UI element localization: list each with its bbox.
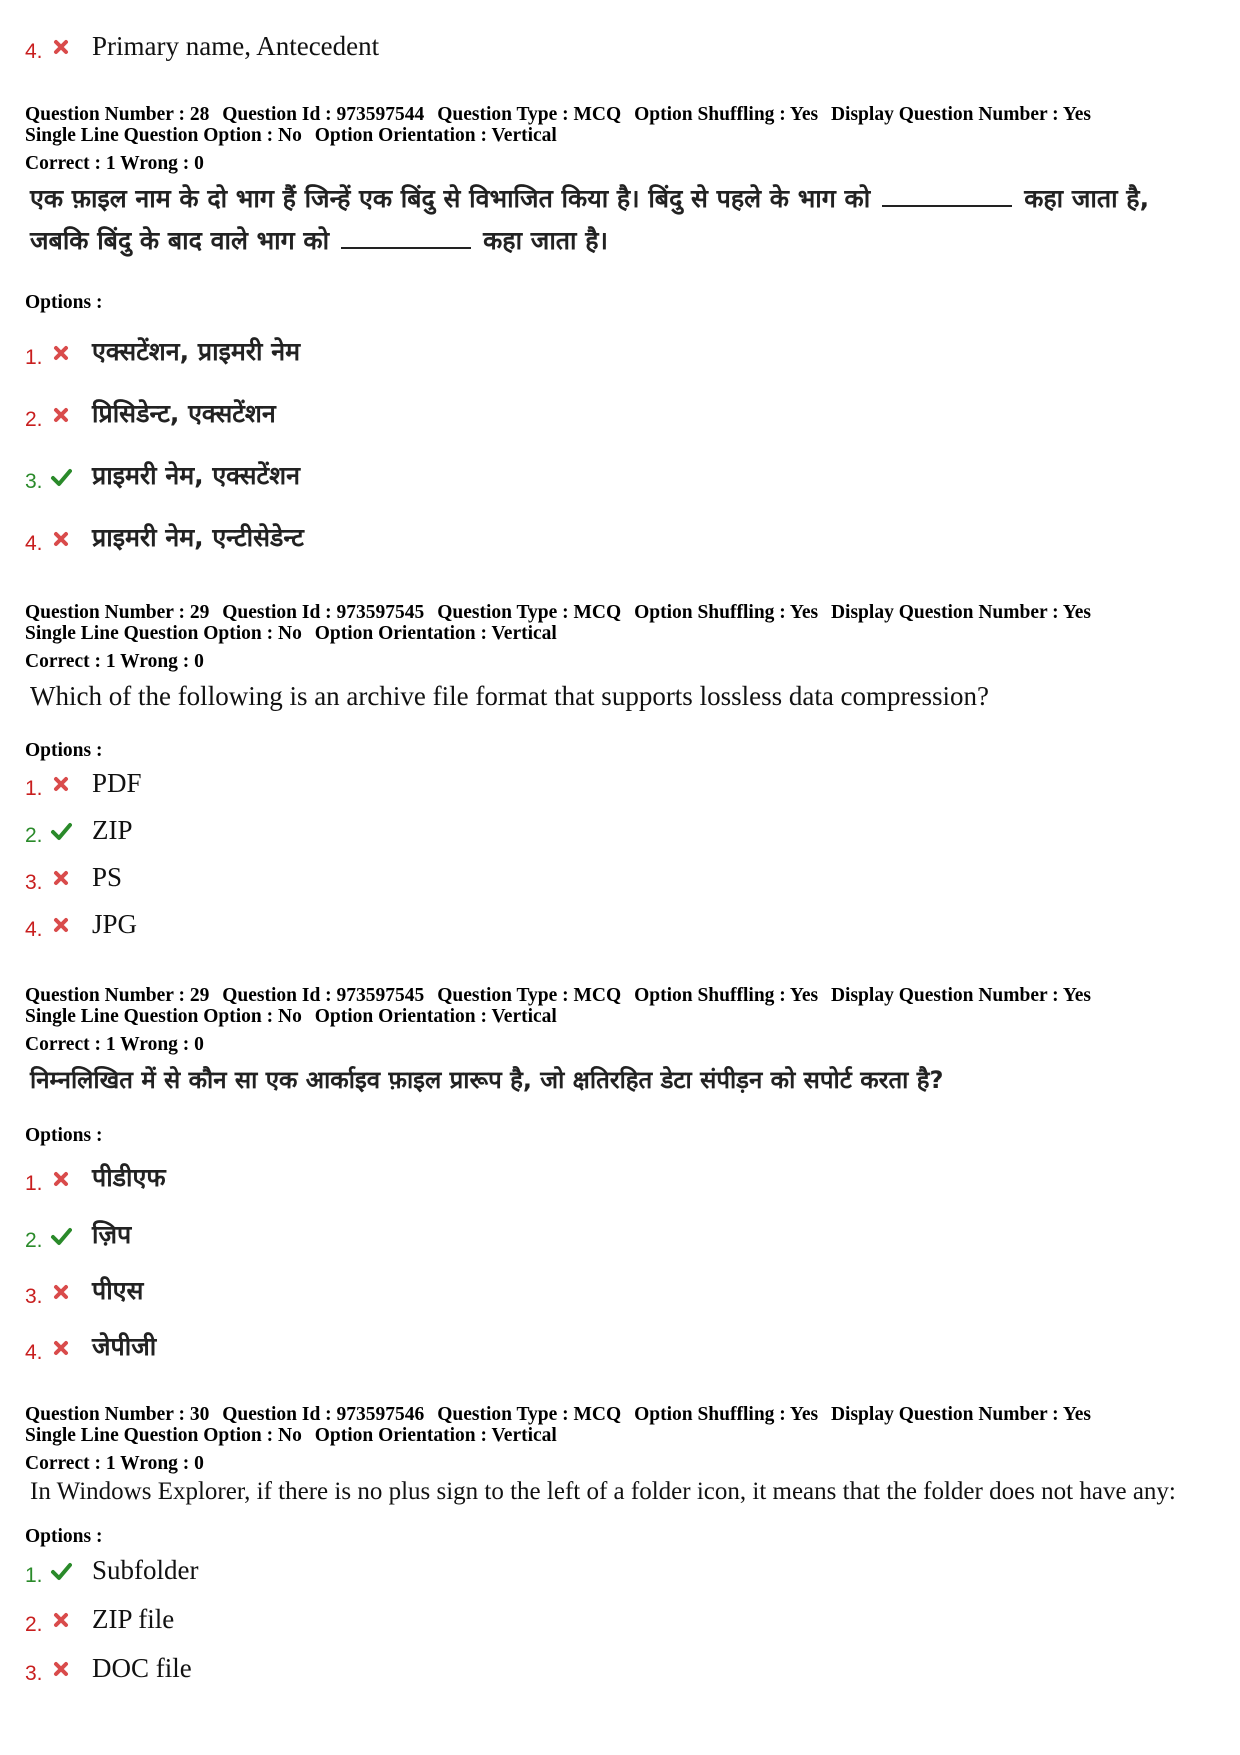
options-label: Options : [25, 292, 103, 313]
options-label: Options : [25, 1125, 103, 1146]
option-text: Subfolder [92, 1555, 199, 1585]
cross-icon [50, 404, 72, 426]
check-icon [50, 466, 72, 488]
option-text: JPG [92, 909, 138, 939]
option-text: प्राइमरी नेम, एन्टीसेडेन्ट [92, 523, 304, 552]
cross-icon [50, 914, 72, 936]
meta-line-1: Question Number : 29 Question Id : 973597545 Question Type : MCQ Option Shuffling : Yes Display Question Number : Yes [25, 985, 1091, 1006]
question-meta [25, 1404, 1225, 1508]
question-text: In Windows Explorer, if there is no plus sign to the left of a folder icon, it means that the folder does not have any: [30, 1478, 1176, 1505]
marks-line: Correct : 1 Wrong : 0 [25, 1453, 204, 1474]
option-number: 1. [25, 346, 43, 369]
option-number: 3. [25, 871, 43, 894]
option-text: प्राइमरी नेम, एक्सटेंशन [92, 461, 301, 490]
option-text: PDF [92, 768, 142, 798]
option-text: जेपीजी [92, 1332, 157, 1361]
cross-icon [50, 1281, 72, 1303]
option-text: PS [92, 862, 123, 892]
marks-line: Correct : 1 Wrong : 0 [25, 153, 204, 174]
question-meta [25, 602, 1225, 714]
cross-icon [50, 1609, 72, 1631]
option-number: 2. [25, 1613, 43, 1636]
meta-line-1: Question Number : 28 Question Id : 973597544 Question Type : MCQ Option Shuffling : Yes Display Question Number : Yes [25, 104, 1091, 125]
option-text: DOC file [92, 1653, 192, 1683]
option-number: 2. [25, 824, 43, 847]
cross-icon [50, 36, 72, 58]
option-number: 1. [25, 1564, 43, 1587]
option-number: 4. [25, 40, 43, 63]
meta-line-1: Question Number : 30 Question Id : 973597546 Question Type : MCQ Option Shuffling : Yes Display Question Number : Yes [25, 1404, 1091, 1425]
option-number: 4. [25, 918, 43, 941]
cross-icon [50, 1337, 72, 1359]
question-meta [25, 985, 1225, 1101]
option-number: 2. [25, 408, 43, 431]
marks-line: Correct : 1 Wrong : 0 [25, 1034, 204, 1055]
cross-icon [50, 1658, 72, 1680]
option-text: पीडीएफ [92, 1163, 166, 1192]
question-meta [25, 104, 1225, 262]
option-number: 4. [25, 1341, 43, 1364]
meta-line-2: Single Line Question Option : No Option Orientation : Vertical [25, 623, 557, 644]
options-label: Options : [25, 740, 103, 761]
option-text: ZIP file [92, 1604, 175, 1634]
option-number: 4. [25, 532, 43, 555]
option-number: 1. [25, 777, 43, 800]
option-text: ZIP [92, 815, 133, 845]
cross-icon [50, 528, 72, 550]
question-text: एक फ़ाइल नाम के दो भाग हैं जिन्हें एक बिंदु से विभाजित किया है। बिंदु से पहले के भाग को कहा जाता है, जबकि बिंदु के बाद वाले भाग को कहा जाता है। [30, 184, 1150, 255]
option-number: 1. [25, 1172, 43, 1195]
cross-icon [50, 1168, 72, 1190]
fill-blank [341, 237, 471, 249]
question-text: Which of the following is an archive file format that supports lossless data compression? [30, 681, 990, 711]
question-text: निम्नलिखित में से कौन सा एक आर्काइव फ़ाइल प्रारूप है, जो क्षतिरहित डेटा संपीड़न को सपोर्ट करता है? [30, 1066, 944, 1094]
check-icon [50, 1225, 72, 1247]
cross-icon [50, 867, 72, 889]
meta-line-2: Single Line Question Option : No Option Orientation : Vertical [25, 125, 557, 146]
option-text: प्रिसिडेन्ट, एक्सटेंशन [92, 399, 276, 428]
fill-blank [882, 195, 1012, 207]
cross-icon [50, 342, 72, 364]
cross-icon [50, 773, 72, 795]
option-number: 3. [25, 1285, 43, 1308]
meta-line-1: Question Number : 29 Question Id : 973597545 Question Type : MCQ Option Shuffling : Yes Display Question Number : Yes [25, 602, 1091, 623]
meta-line-2: Single Line Question Option : No Option Orientation : Vertical [25, 1006, 557, 1027]
option-number: 3. [25, 1662, 43, 1685]
option-text: ज़िप [92, 1220, 132, 1249]
option-text: Primary name, Antecedent [92, 31, 380, 61]
meta-line-2: Single Line Question Option : No Option Orientation : Vertical [25, 1425, 557, 1446]
option-number: 3. [25, 470, 43, 493]
check-icon [50, 820, 72, 842]
options-label: Options : [25, 1526, 103, 1547]
option-text: एक्सटेंशन, प्राइमरी नेम [92, 337, 301, 366]
marks-line: Correct : 1 Wrong : 0 [25, 651, 204, 672]
option-number: 2. [25, 1229, 43, 1252]
check-icon [50, 1560, 72, 1582]
option-text: पीएस [92, 1276, 144, 1305]
